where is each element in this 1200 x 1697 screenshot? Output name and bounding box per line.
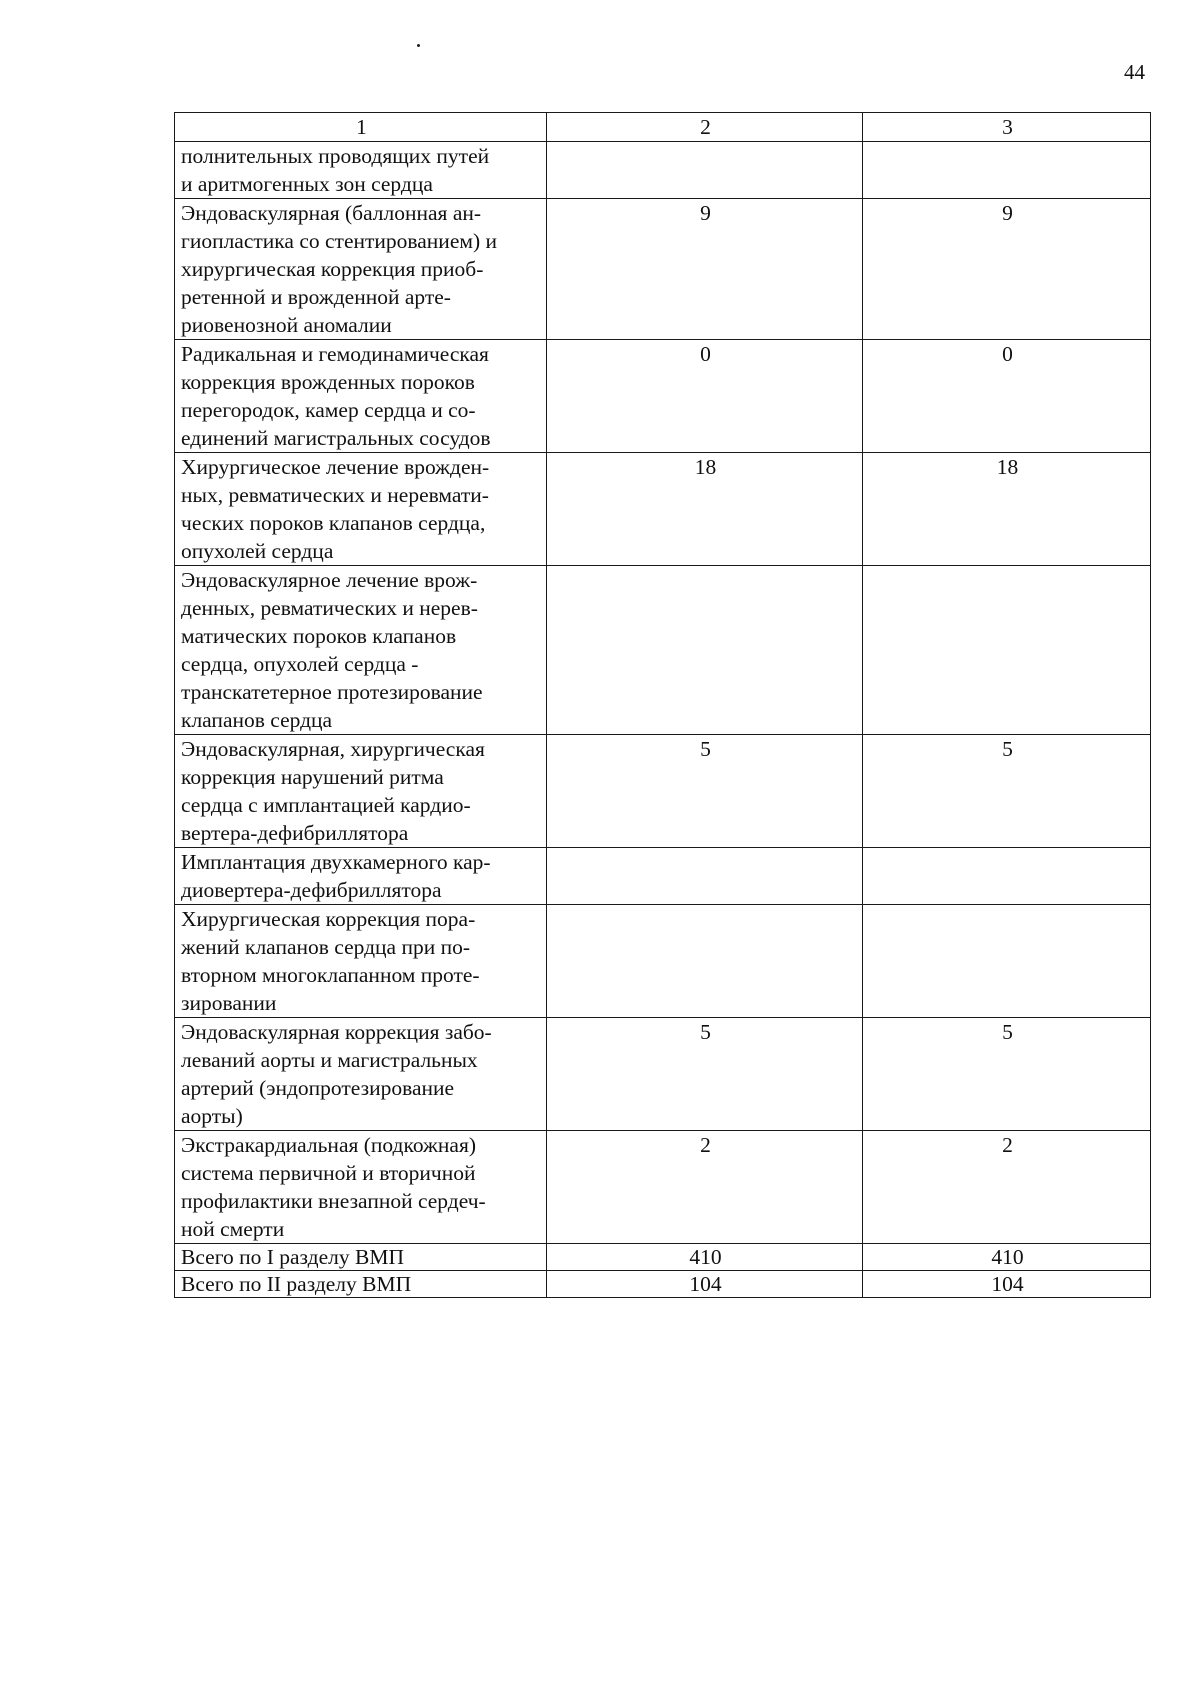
page-number: 44 (1124, 60, 1145, 84)
scan-dot (417, 44, 420, 47)
total-value-col3: 104 (863, 1271, 1151, 1298)
row-label: Хирургическое лечение врожден- ных, ревматических и неревмати- ческих пороков клапанов сердца, опухолей сердца (175, 453, 547, 566)
table-row (175, 905, 1151, 1018)
table-row (175, 142, 1151, 199)
row-value-col3: 2 (863, 1131, 1151, 1244)
total-row (175, 1244, 1151, 1271)
row-value-col3 (863, 905, 1151, 1018)
row-value-col2: 5 (547, 1018, 863, 1131)
row-value-col3 (863, 566, 1151, 735)
table-row (175, 848, 1151, 905)
total-label: Всего по I разделу ВМП (175, 1244, 547, 1271)
row-label: Эндоваскулярное лечение врож- денных, ревматических и нерев- матических пороков клапанов сердца, опухолей сердца - транскатетерное протезирование клапанов сердца (175, 566, 547, 735)
row-value-col2: 9 (547, 199, 863, 340)
row-value-col2 (547, 142, 863, 199)
column-header: 1 (175, 113, 547, 142)
table-row (175, 1131, 1151, 1244)
row-label: полнительных проводящих путей и аритмогенных зон сердца (175, 142, 547, 199)
table-row (175, 735, 1151, 848)
row-label: Хирургическая коррекция пора- жений клапанов сердца при по- вторном многоклапанном проте- зировании (175, 905, 547, 1018)
row-value-col2 (547, 848, 863, 905)
table-row (175, 1018, 1151, 1131)
row-label: Эндоваскулярная, хирургическая коррекция нарушений ритма сердца с имплантацией кардио- вертера-дефибриллятора (175, 735, 547, 848)
row-label: Радикальная и гемодинамическая коррекция врожденных пороков перегородок, камер сердца и со- единений магистральных сосудов (175, 340, 547, 453)
row-value-col2: 2 (547, 1131, 863, 1244)
row-label: Эндоваскулярная коррекция забо- леваний аорты и магистральных артерий (эндопротезирование аорты) (175, 1018, 547, 1131)
column-header: 2 (547, 113, 863, 142)
column-header: 3 (863, 113, 1151, 142)
row-value-col2 (547, 566, 863, 735)
row-value-col3 (863, 848, 1151, 905)
row-value-col2: 5 (547, 735, 863, 848)
row-value-col3: 9 (863, 199, 1151, 340)
row-label: Эндоваскулярная (баллонная ан- гиопластика со стентированием) и хирургическая коррекция приоб- ретенной и врожденной арте- риовенозной аномалии (175, 199, 547, 340)
row-label: Имплантация двухкамерного кар- диовертера-дефибриллятора (175, 848, 547, 905)
table-row (175, 566, 1151, 735)
data-table (174, 112, 1151, 1298)
row-value-col2: 0 (547, 340, 863, 453)
row-value-col3: 18 (863, 453, 1151, 566)
total-label: Всего по II разделу ВМП (175, 1271, 547, 1298)
row-value-col3: 5 (863, 1018, 1151, 1131)
total-value-col2: 410 (547, 1244, 863, 1271)
row-value-col3 (863, 142, 1151, 199)
total-row (175, 1271, 1151, 1298)
row-label: Экстракардиальная (подкожная) система первичной и вторичной профилактики внезапной сердеч- ной смерти (175, 1131, 547, 1244)
total-value-col3: 410 (863, 1244, 1151, 1271)
table-row (175, 340, 1151, 453)
row-value-col2 (547, 905, 863, 1018)
total-value-col2: 104 (547, 1271, 863, 1298)
table-row (175, 453, 1151, 566)
table-header-row (175, 113, 1151, 142)
row-value-col2: 18 (547, 453, 863, 566)
row-value-col3: 0 (863, 340, 1151, 453)
table-row (175, 199, 1151, 340)
row-value-col3: 5 (863, 735, 1151, 848)
